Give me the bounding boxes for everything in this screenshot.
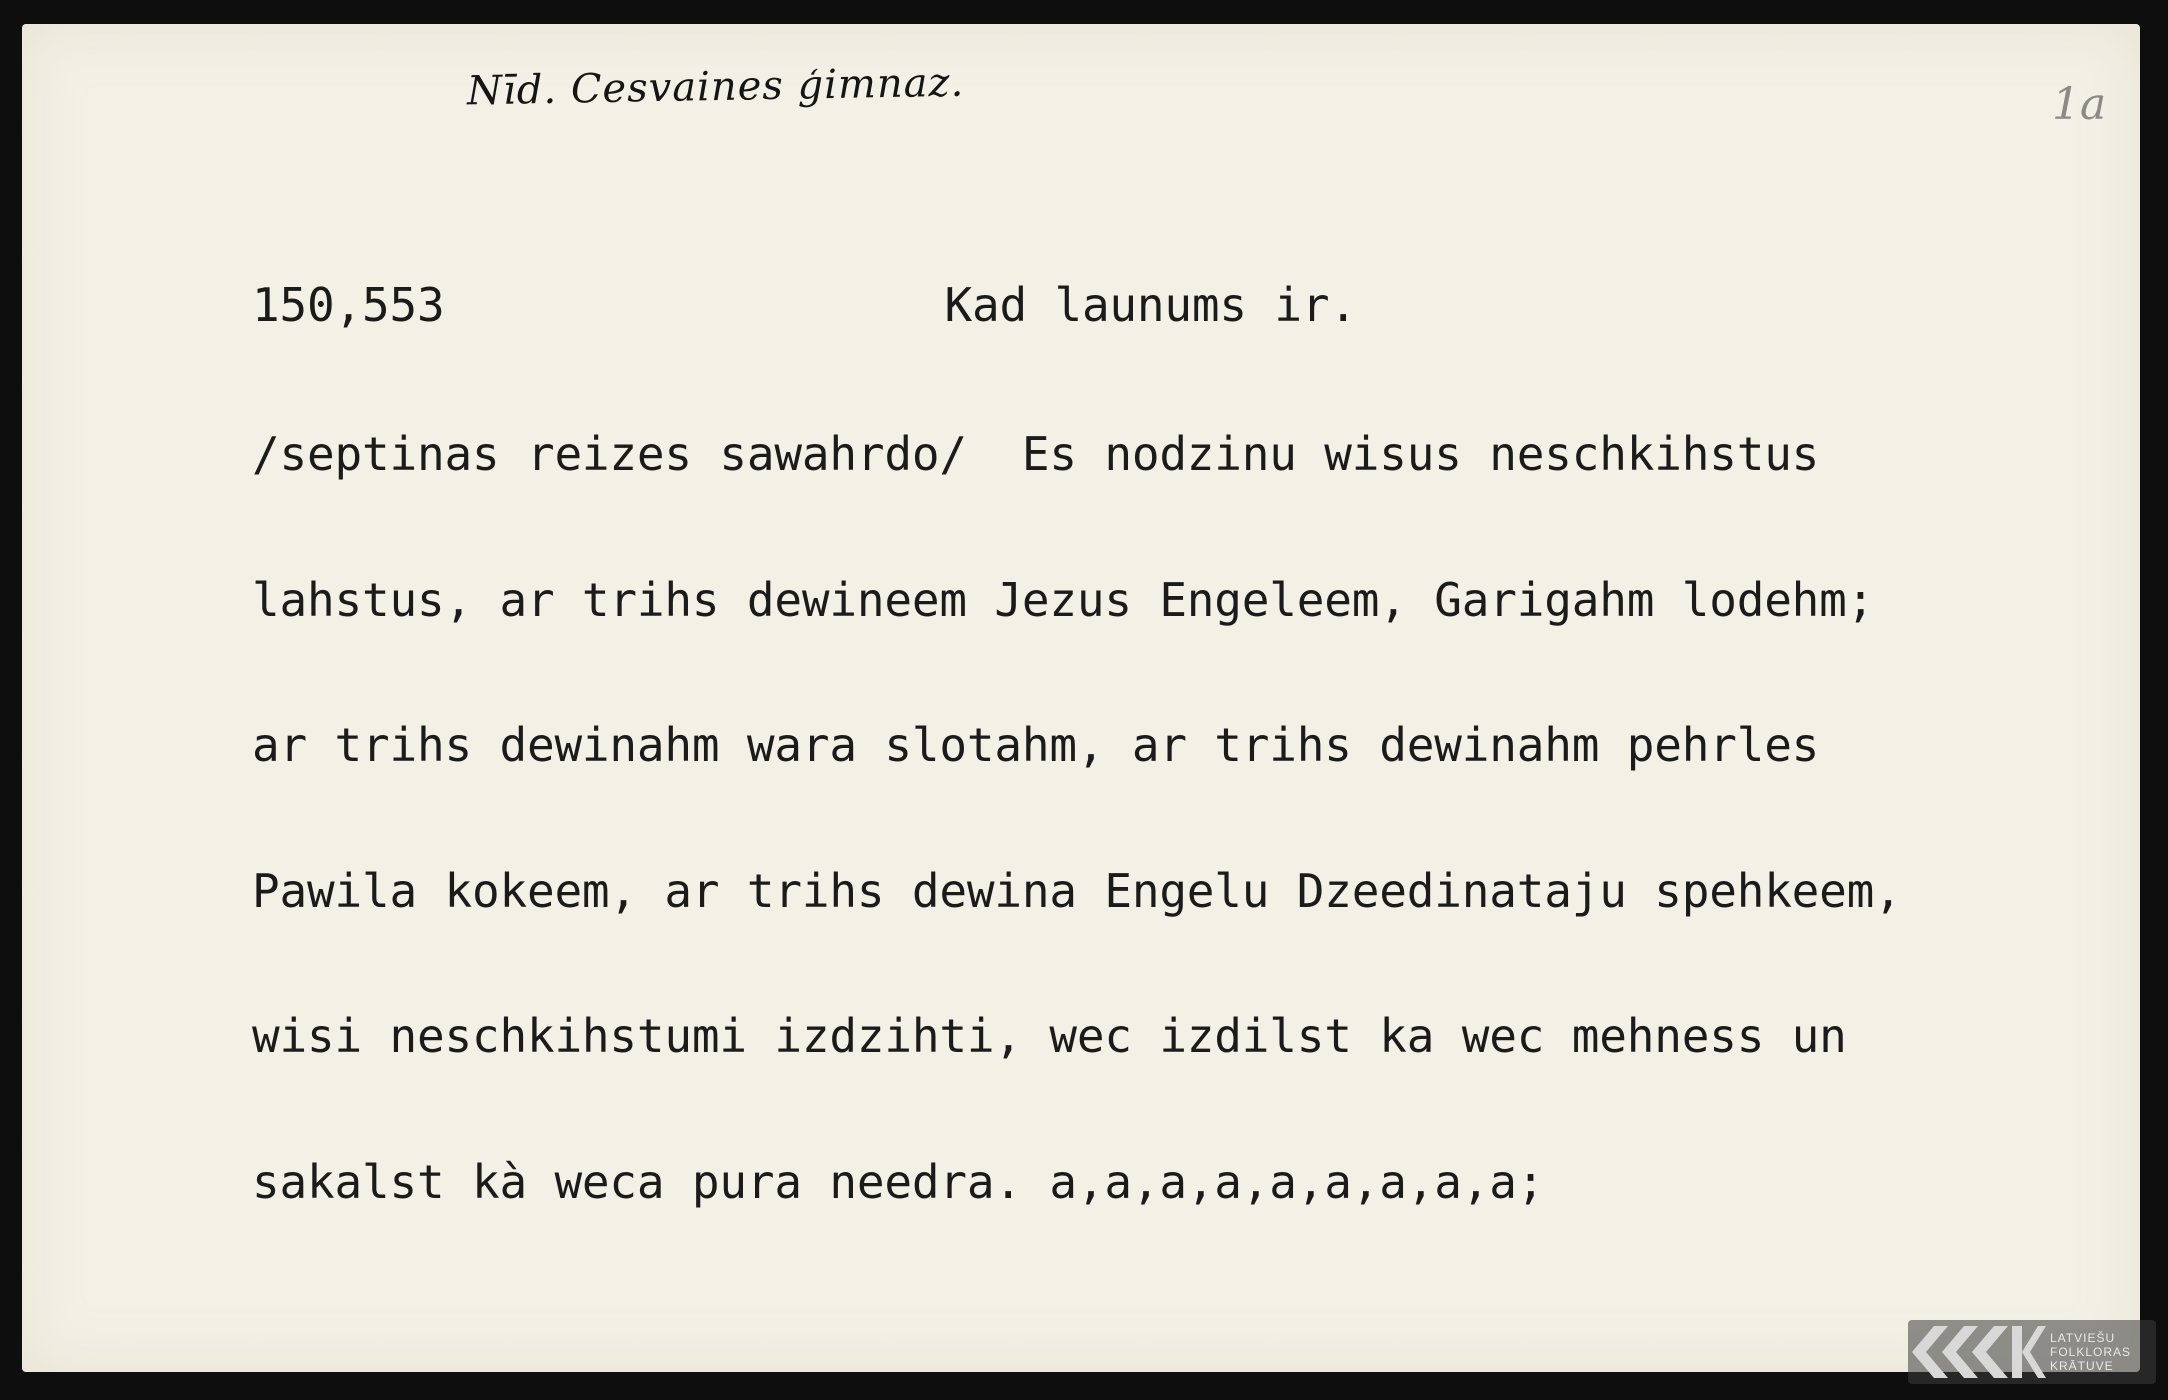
record-header-line xyxy=(252,278,1902,333)
text-line-5: wisi neschkihstumi izdzihti, wec izdilst ka wec mehness un xyxy=(252,1009,1847,1063)
lfk-logo-icon xyxy=(1908,1320,2046,1384)
text-line-2: lahstus, ar trihs dewineem Jezus Engeleem, Garigahm lodehm; xyxy=(252,572,1875,627)
folklore-archive-logo xyxy=(1908,1320,2156,1384)
text-line-3: ar trihs dewinahm wara slotahm, ar trihs dewinahm pehrles xyxy=(252,718,1820,772)
index-card xyxy=(22,24,2140,1372)
page-number: 1a xyxy=(2052,79,2107,130)
logo-line-3: KRĀTUVE xyxy=(2050,1359,2114,1373)
record-title: Kad launums ir. xyxy=(944,278,1357,332)
typed-text-block xyxy=(252,184,1902,1303)
handwritten-header: Nīd. Cesvaines ģimnaz. xyxy=(466,59,965,115)
logo-line-1: LATVIEŠU xyxy=(2050,1331,2116,1345)
text-line-6: sakalst kà weca pura needra. a,a,a,a,a,a,a,a,a; xyxy=(252,1154,1545,1209)
text-line-4: Pawila kokeem, ar trihs dewina Engelu Dzeedinataju spehkeem, xyxy=(252,863,1902,918)
record-number: 150,553 xyxy=(252,278,445,332)
logo-line-2: FOLKLORAS xyxy=(2050,1345,2132,1359)
text-line-1: /septinas reizes sawahrdo/ Es nodzinu wisus neschkihstus xyxy=(252,427,1820,481)
logo-text xyxy=(2050,1331,2131,1373)
